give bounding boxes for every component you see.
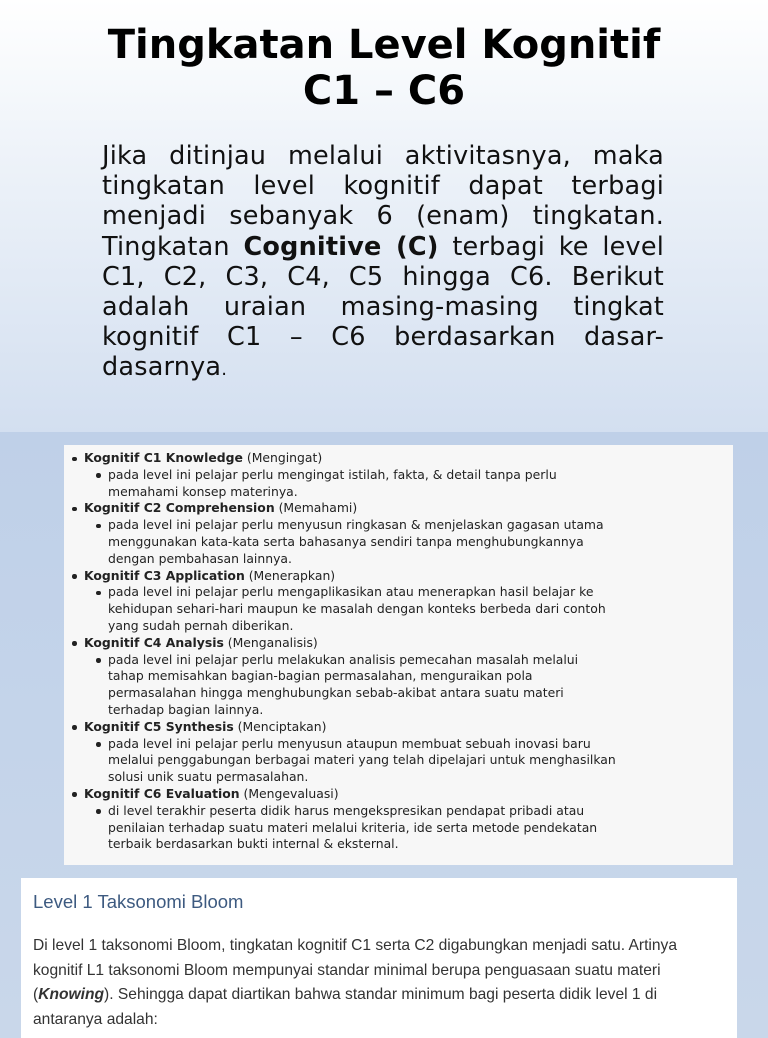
level-translation: (Memahami)	[274, 500, 358, 516]
level-name: Kognitif C5 Synthesis	[84, 718, 234, 734]
level-name: Kognitif C2 Comprehension	[84, 500, 275, 516]
level-item	[68, 450, 727, 467]
intro-text-1: Jika ditinjau melalui aktivitasnya, maka tingkatan level kognitif dapat terbagi menjadi sebanyak 6 (enam) tingkatan. Tingkatan	[102, 141, 664, 262]
article-card	[21, 878, 737, 1038]
description-line: penilaian terhadap suatu materi melalui kriteria, ide serta metode pendekatan	[108, 819, 598, 835]
level-item	[68, 568, 727, 585]
levels-list	[68, 450, 727, 853]
description-line: pada level ini pelajar perlu mengaplikasikan atau menerapkan hasil belajar ke	[108, 584, 594, 600]
title-line-2: C1 – C6	[302, 68, 466, 114]
intro-bold-term: Cognitive (C)	[243, 231, 439, 262]
description-line: pada level ini pelajar perlu melakukan analisis pemecahan masalah melalui	[108, 651, 579, 667]
intro-text-2: terbagi ke level C1, C2, C3, C4, C5 hingga C6. Berikut adalah uraian masing-masing tingkat kognitif C1 – C6 berdasarkan dasar-dasarnya	[102, 231, 665, 383]
page-title	[0, 22, 768, 114]
description-line: terbaik berdasarkan bukti internal & eksternal.	[108, 836, 399, 852]
article-heading: Level 1 Taksonomi Bloom	[33, 891, 244, 912]
level-name: Kognitif C6 Evaluation	[84, 785, 240, 801]
level-name: Kognitif C1 Knowledge	[84, 450, 243, 465]
description-line: yang sudah pernah diberikan.	[108, 617, 294, 633]
level-description	[68, 467, 727, 501]
description-line: dengan pembahasan lainnya.	[108, 550, 292, 566]
description-line: kehidupan sehari-hari maupun ke masalah dengan konteks berbeda dari contoh	[108, 601, 606, 617]
description-line: permasalahan hingga menghubungkan sebab-akibat antara suatu materi	[108, 685, 564, 701]
description-line: pada level ini pelajar perlu menyusun ringkasan & menjelaskan gagasan utama	[108, 517, 604, 533]
level-description	[68, 517, 727, 567]
level-description	[68, 736, 727, 786]
description-line: tahap memisahkan bagian-bagian permasalahan, menguraikan pola	[108, 668, 533, 684]
description-line: melalui penggabungan berbagai materi yang telah dipelajari untuk menghasilkan	[108, 752, 616, 768]
level-description	[68, 652, 727, 719]
level-item	[68, 786, 727, 803]
description-line: pada level ini pelajar perlu mengingat istilah, fakta, & detail tanpa perlu	[108, 466, 557, 482]
slide-header	[0, 0, 768, 432]
description-line: terhadap bagian lainnya.	[108, 701, 264, 717]
level-translation: (Menciptakan)	[233, 718, 327, 734]
level-name: Kognitif C3 Application	[84, 567, 245, 583]
level-item	[68, 500, 727, 517]
level-translation: (Menganalisis)	[223, 634, 318, 650]
intro-paragraph	[102, 141, 664, 386]
level-name: Kognitif C4 Analysis	[84, 634, 224, 650]
levels-list-image	[64, 445, 733, 865]
level-description	[68, 584, 727, 634]
article-paragraph	[33, 934, 713, 1032]
description-line: di level terakhir peserta didik harus mengekspresikan pendapat pribadi atau	[108, 802, 585, 818]
description-line: solusi unik suatu permasalahan.	[108, 769, 309, 785]
level-translation: (Mengingat)	[242, 450, 323, 465]
description-line: memahami konsep materinya.	[108, 483, 298, 499]
level-item	[68, 635, 727, 652]
title-line-1: Tingkatan Level Kognitif	[107, 22, 661, 68]
level-item	[68, 719, 727, 736]
description-line: pada level ini pelajar perlu menyusun ataupun membuat sebuah inovasi baru	[108, 735, 591, 751]
level-translation: (Mengevaluasi)	[239, 785, 339, 801]
article-knowing: Knowing	[38, 986, 105, 1003]
article-text-2: ). Sehingga dapat diartikan bahwa standar minimum bagi peserta didik level 1 di antaranya adalah:	[33, 986, 658, 1028]
level-description	[68, 803, 727, 853]
level-translation: (Menerapkan)	[244, 567, 336, 583]
description-line: menggunakan kata-kata serta bahasanya sendiri tanpa menghubungkannya	[108, 533, 584, 549]
article-text-1: Di level 1 taksonomi Bloom, tingkatan kognitif C1 serta C2 digabungkan menjadi satu. Artinya kognitif L1 taksonomi Bloom mempunyai standar minimal berupa penguasaan suatu materi (	[33, 937, 678, 1003]
intro-end: .	[221, 359, 228, 381]
